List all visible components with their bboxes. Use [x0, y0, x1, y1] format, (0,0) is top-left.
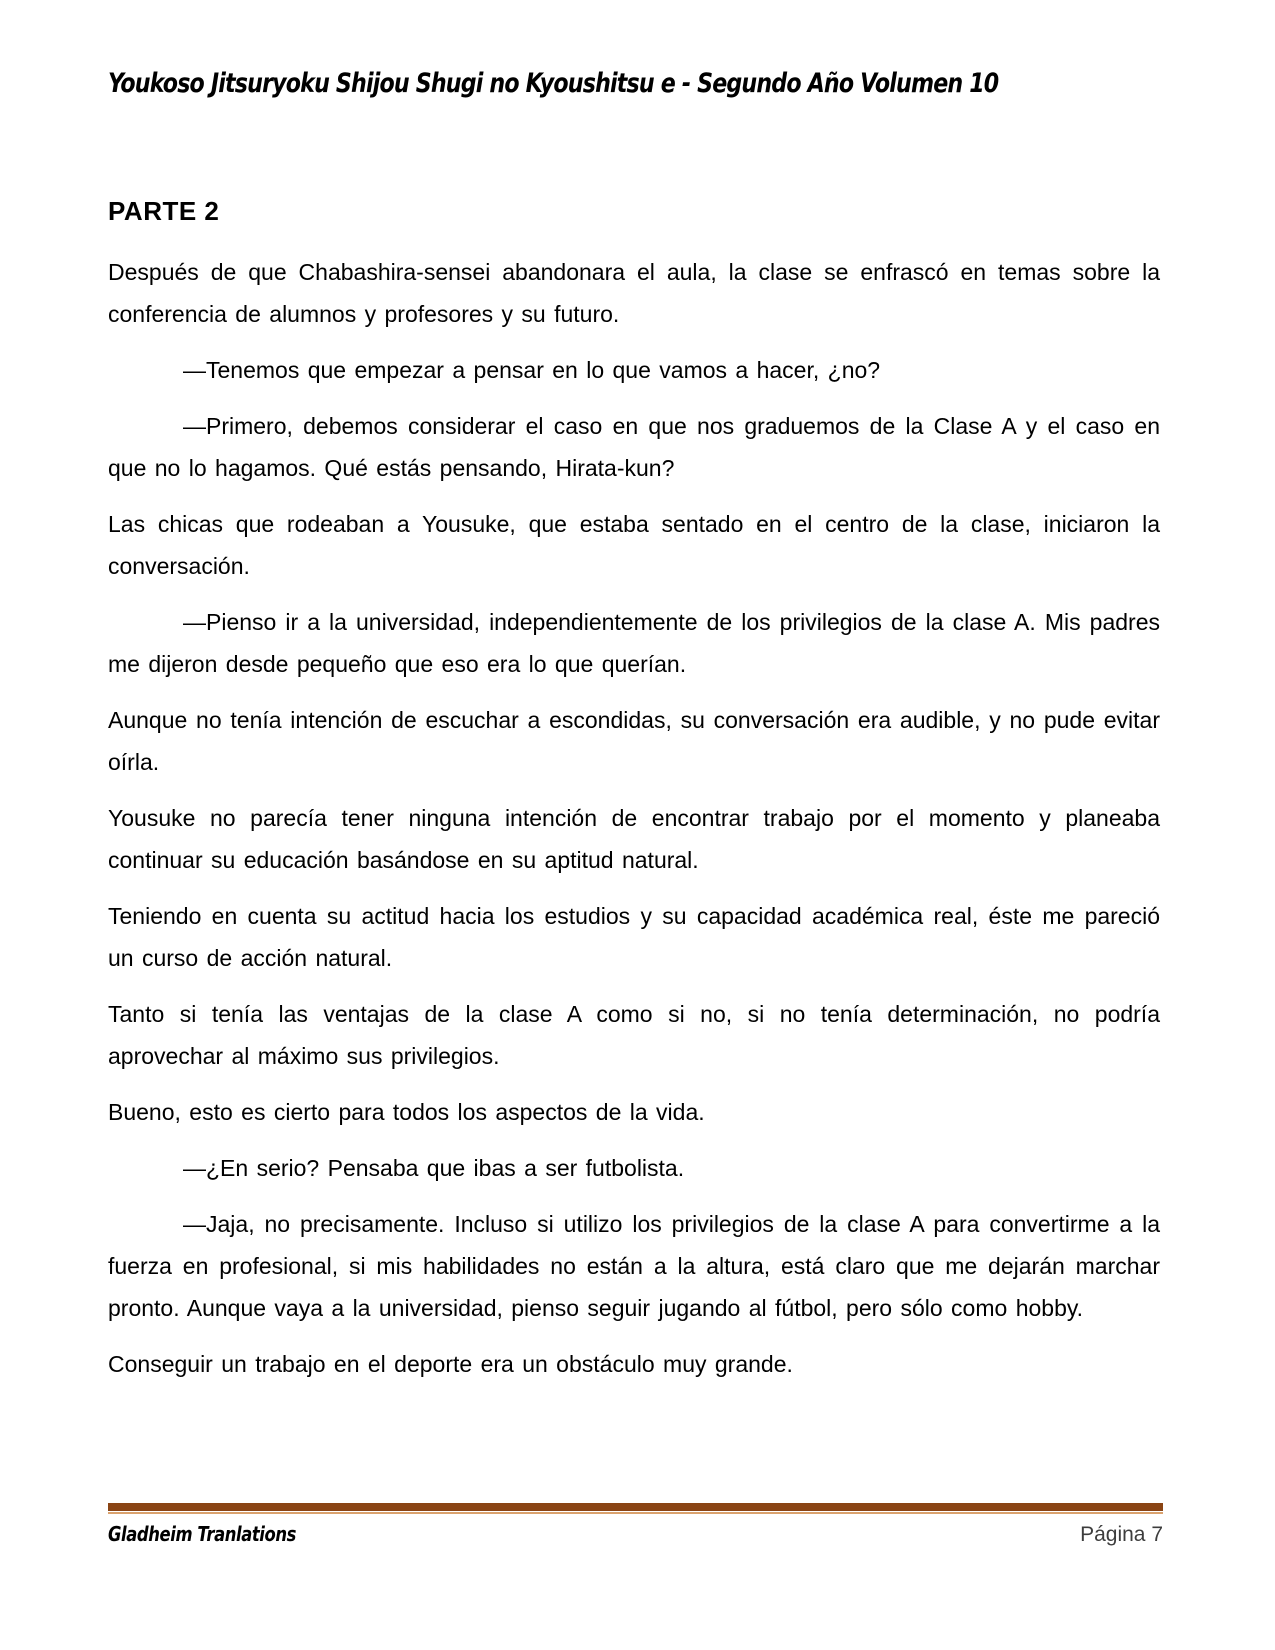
footer-row — [108, 1522, 1163, 1547]
body-paragraph: Yousuke no parecía tener ninguna intención de encontrar trabajo por el momento y planeaba continuar su educación basándose en su aptitud natural. — [108, 805, 1160, 873]
body-paragraph: Teniendo en cuenta su actitud hacia los estudios y su capacidad académica real, éste me pareció un curso de acción natural. — [108, 903, 1160, 971]
body-paragraph: Aunque no tenía intención de escuchar a escondidas, su conversación era audible, y no pude evitar oírla. — [108, 707, 1160, 775]
body-paragraph: Las chicas que rodeaban a Yousuke, que estaba sentado en el centro de la clase, iniciaron la conversación. — [108, 511, 1160, 579]
page-header — [108, 68, 1163, 99]
section-heading: PARTE 2 — [108, 196, 220, 226]
page-footer — [108, 1503, 1163, 1547]
body-paragraph: Conseguir un trabajo en el deporte era un obstáculo muy grande. — [108, 1351, 793, 1377]
header-title: Youkoso Jitsuryoku Shijou Shugi no Kyoushitsu e - Segundo Año Volumen 10 — [108, 68, 999, 99]
footer-brand: Gladheim Tranlations — [108, 1522, 296, 1546]
dialogue-paragraph: —Tenemos que empezar a pensar en lo que vamos a hacer, ¿no? — [183, 357, 881, 383]
document-body — [108, 196, 1160, 1399]
body-paragraph: Bueno, esto es cierto para todos los aspectos de la vida. — [108, 1099, 705, 1125]
page-number: Página 7 — [1080, 1523, 1163, 1546]
dialogue-paragraph: —Jaja, no precisamente. Incluso si utilizo los privilegios de la clase A para convertirme a la fuerza en profesional, si mis habilidades no están a la altura, está claro que me dejarán marchar pronto. Aunque vaya a la universidad, pienso seguir jugando al fútbol, pero sólo como hobby. — [108, 1211, 1160, 1321]
dialogue-paragraph: —¿En serio? Pensaba que ibas a ser futbolista. — [183, 1155, 685, 1181]
body-paragraph: Tanto si tenía las ventajas de la clase A como si no, si no tenía determinación, no podría aprovechar al máximo sus privilegios. — [108, 1001, 1160, 1069]
dialogue-paragraph: —Pienso ir a la universidad, independientemente de los privilegios de la clase A. Mis padres me dijeron desde pequeño que eso era lo que querían. — [108, 609, 1160, 677]
dialogue-paragraph: —Primero, debemos considerar el caso en que nos graduemos de la Clase A y el caso en que no lo hagamos. Qué estás pensando, Hirata-kun? — [108, 413, 1160, 481]
body-paragraph: Después de que Chabashira-sensei abandonara el aula, la clase se enfrascó en temas sobre la conferencia de alumnos y profesores y su futuro. — [108, 259, 1160, 327]
footer-divider — [108, 1503, 1163, 1514]
